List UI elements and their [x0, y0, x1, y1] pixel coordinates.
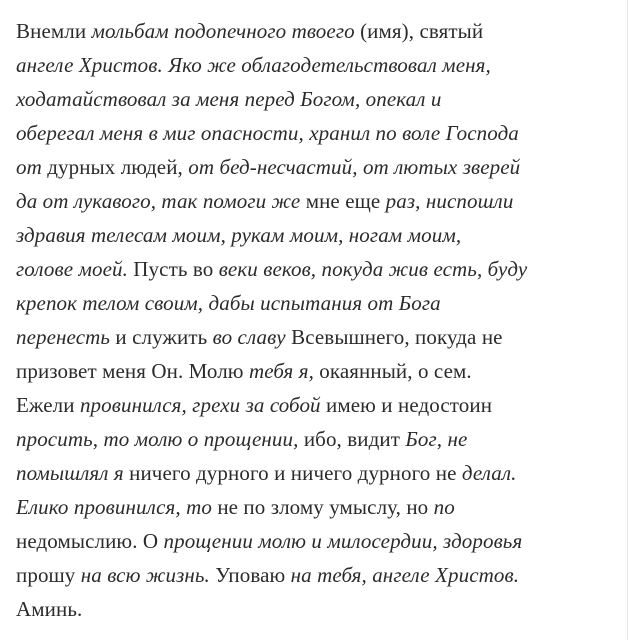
text-line	[16, 422, 617, 456]
text-line	[16, 320, 617, 354]
text-line	[16, 252, 617, 286]
text-run: недомыслию. О	[16, 529, 164, 553]
text-run-italic: просить, то молю о прощении,	[16, 427, 304, 451]
text-run: Ежели	[16, 393, 80, 417]
text-run-italic: Бог, не	[405, 427, 468, 451]
text-run-italic: на всю жизнь.	[80, 563, 216, 587]
text-run-italic: здравия телесам моим, рукам моим, ногам моим,	[16, 223, 462, 247]
text-line	[16, 48, 617, 82]
text-run: не по злому умыслу, но	[217, 495, 434, 519]
text-run: Уповаю	[215, 563, 291, 587]
text-run-italic: голове моей.	[16, 257, 134, 281]
text-run: Всевышнего, покуда не	[291, 325, 503, 349]
text-line	[16, 218, 617, 252]
text-line	[16, 354, 617, 388]
text-run-italic: по	[433, 495, 455, 519]
text-run: (имя), святый	[354, 19, 484, 43]
text-line	[16, 490, 617, 524]
text-run: мне еще	[305, 189, 386, 213]
text-run: имею и недостоин	[326, 393, 493, 417]
text-run-italic: от бед-несчастий, от лютых зверей	[188, 155, 521, 179]
text-line	[16, 150, 617, 184]
text-run-italic: да от лукавого, так помоги же	[16, 189, 306, 213]
text-run-italic: ангеле Христов. Яко же облагодетельствовал меня,	[16, 53, 491, 77]
text-run: ничего дурного и ничего дурного не	[129, 461, 462, 485]
text-run-italic: оберегал меня в миг опасности, хранил по воле Господа	[16, 121, 519, 145]
text-run: Аминь.	[16, 597, 83, 621]
text-run-italic: провинился, грехи за собой	[79, 393, 326, 417]
text-run: Пусть во	[133, 257, 219, 281]
text-run-italic: на тебя, ангеле Христов.	[290, 563, 520, 587]
text-run-italic: веки веков, покуда жив есть, буду	[218, 257, 528, 281]
text-line	[16, 82, 617, 116]
text-run: призовет меня Он. Молю	[16, 359, 249, 383]
text-run-italic: помышлял я	[16, 461, 130, 485]
text-run-italic: прощении молю и милосердии, здоровья	[163, 529, 523, 553]
text-line	[16, 592, 617, 626]
text-run-italic: ходатайствовал за меня перед Богом, опекал и	[16, 87, 442, 111]
text-run: Внемли	[16, 19, 92, 43]
text-run: ибо, видит	[303, 427, 406, 451]
text-run: окаянный, о сем.	[319, 359, 472, 383]
text-run-italic: тебя я,	[248, 359, 320, 383]
text-line	[16, 184, 617, 218]
text-line	[16, 286, 617, 320]
text-line	[16, 14, 617, 48]
text-line	[16, 456, 617, 490]
text-line	[16, 558, 617, 592]
text-run-italic: крепок телом своим, дабы испытания от Бога	[16, 291, 441, 315]
text-run: дурных людей,	[47, 155, 189, 179]
text-run: и служить	[115, 325, 213, 349]
text-line	[16, 524, 617, 558]
text-run-italic: от	[16, 155, 48, 179]
text-run: прошу	[16, 563, 81, 587]
text-line	[16, 116, 617, 150]
text-run-italic: раз, ниспошли	[385, 189, 514, 213]
text-run-italic: во славу	[212, 325, 292, 349]
text-line	[16, 388, 617, 422]
text-run-italic: перенесть	[16, 325, 116, 349]
text-run-italic: делал.	[461, 461, 517, 485]
text-run-italic: Елико провинился, то	[16, 495, 218, 519]
text-run-italic: мольбам подопечного твоего	[91, 19, 355, 43]
